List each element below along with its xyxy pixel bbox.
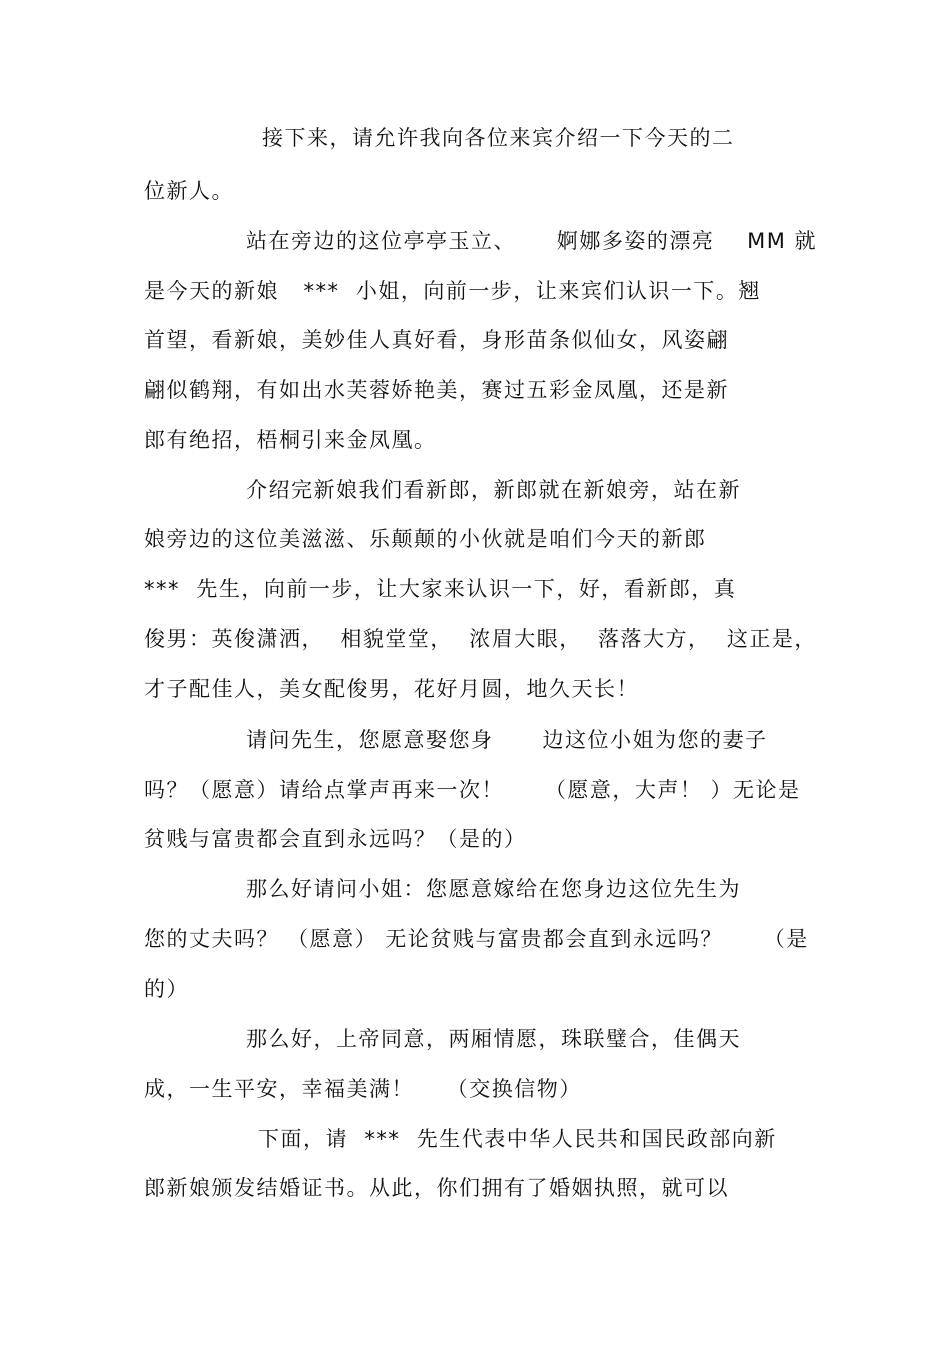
- text-line: 位新人。: [144, 179, 234, 203]
- text-line: 您的丈夫吗？ （愿意） 无论贫贱与富贵都会直到永远吗？ （是: [144, 927, 809, 951]
- text-line: 俊男：英俊潇洒， 相貌堂堂， 浓眉大眼， 落落大方， 这正是，: [144, 627, 817, 651]
- text-line: 吗？（愿意）请给点掌声再来一次！ （愿意，大声！ ）无论是: [144, 778, 801, 802]
- text-line: 是今天的新娘 *** 小姐，向前一步，让来宾们认识一下。翘: [144, 279, 761, 303]
- text-line: 介绍完新娘我们看新郎，新郎就在新娘旁，站在新: [246, 478, 741, 502]
- text-line: 才子配佳人，美女配俊男，花好月圆，地久天长！: [144, 677, 639, 701]
- text-line: 请问先生，您愿意娶您身 边这位小姐为您的妻子: [246, 728, 768, 752]
- text-line: 郎新娘颁发结婚证书。从此，你们拥有了婚姻执照，就可以: [144, 1176, 729, 1200]
- text-line: 翩似鹤翔，有如出水芙蓉娇艳美，赛过五彩金凤凰，还是新: [144, 378, 729, 402]
- text-line: *** 先生，向前一步，让大家来认识一下，好，看新郎，真: [144, 577, 737, 601]
- text-line: 下面，请 *** 先生代表中华人民共和国民政部向新: [258, 1127, 777, 1151]
- text-line: 贫贱与富贵都会直到永远吗？（是的）: [144, 827, 527, 851]
- text-line: 那么好，上帝同意，两厢情愿，珠联璧合，佳偶天: [246, 1027, 741, 1051]
- text-line: 郎有绝招，梧桐引来金凤凰。: [144, 428, 437, 452]
- text-line: 娘旁边的这位美滋滋、乐颠颠的小伙就是咱们今天的新郎: [144, 527, 707, 551]
- text-line: 首望，看新娘，美妙佳人真好看，身形苗条似仙女，风姿翩: [144, 328, 729, 352]
- text-line: 成，一生平安，幸福美满！ （交换信物）: [144, 1077, 582, 1101]
- text-line: 接下来，请允许我向各位来宾介绍一下今天的二: [262, 126, 735, 150]
- text-line: 那么好请问小姐：您愿意嫁给在您身边这位先生为: [246, 877, 741, 901]
- text-line: 站在旁边的这位亭亭玉立、 婀娜多姿的漂亮 MM 就: [246, 229, 817, 253]
- text-line: 的）: [144, 977, 189, 1001]
